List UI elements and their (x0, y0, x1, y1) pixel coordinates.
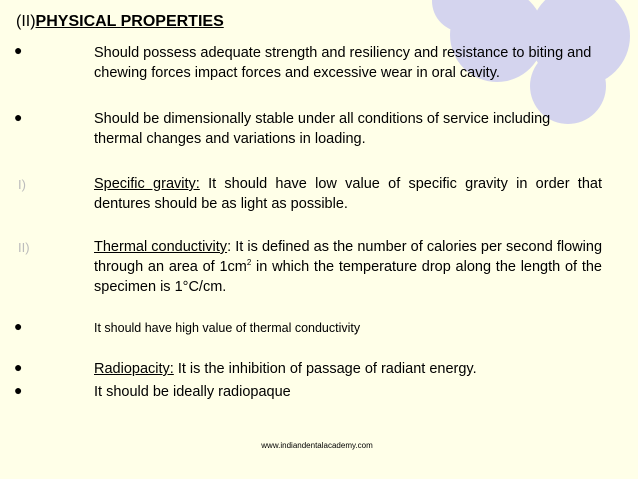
term-thermal-conductivity: Thermal conductivity (94, 239, 228, 255)
bullet-icon: ● (14, 109, 23, 125)
superscript: 2 (246, 258, 252, 267)
definition-text: in which the temperature drop along the length of the specimen is 1°C/cm. (94, 259, 602, 295)
list-item: It should have high value of thermal conductivity (94, 321, 361, 335)
list-item (94, 359, 602, 379)
roman-marker: II) (18, 240, 30, 255)
bullet-icon: ● (14, 359, 23, 375)
definition-text: It is the inhibition of passage of radiant energy. (173, 361, 477, 377)
bullet-icon: ● (14, 318, 23, 334)
list-item: Should possess adequate strength and resiliency and resistance to biting and chewing forces impact forces and excessive wear in oral cavity. (94, 45, 592, 81)
bullet-icon: ● (14, 382, 23, 398)
slide-title (16, 13, 224, 31)
title-heading: PHYSICAL PROPERTIES (35, 13, 224, 30)
term-radiopacity: Radiopacity: (94, 361, 174, 377)
list-item: Should be dimensionally stable under all conditions of service including thermal changes and variations in loading. (94, 111, 551, 147)
list-item (94, 174, 602, 214)
footer-url (0, 441, 638, 450)
title-prefix: (II) (16, 13, 36, 30)
term-specific-gravity: Specific gravity: (94, 176, 200, 192)
footer-text: www.indiandentalacademy.com (261, 441, 373, 450)
list-item (94, 237, 602, 297)
definition-text: It should have low value of specific gravity in order that dentures should be as light as possible. (94, 176, 602, 212)
list-item: It should be ideally radiopaque (94, 384, 291, 400)
bullet-icon: ● (14, 42, 23, 58)
roman-marker: I) (18, 177, 26, 192)
definition-text: : It is defined as the number of calories per second flowing through an area of 1cm (94, 239, 603, 275)
